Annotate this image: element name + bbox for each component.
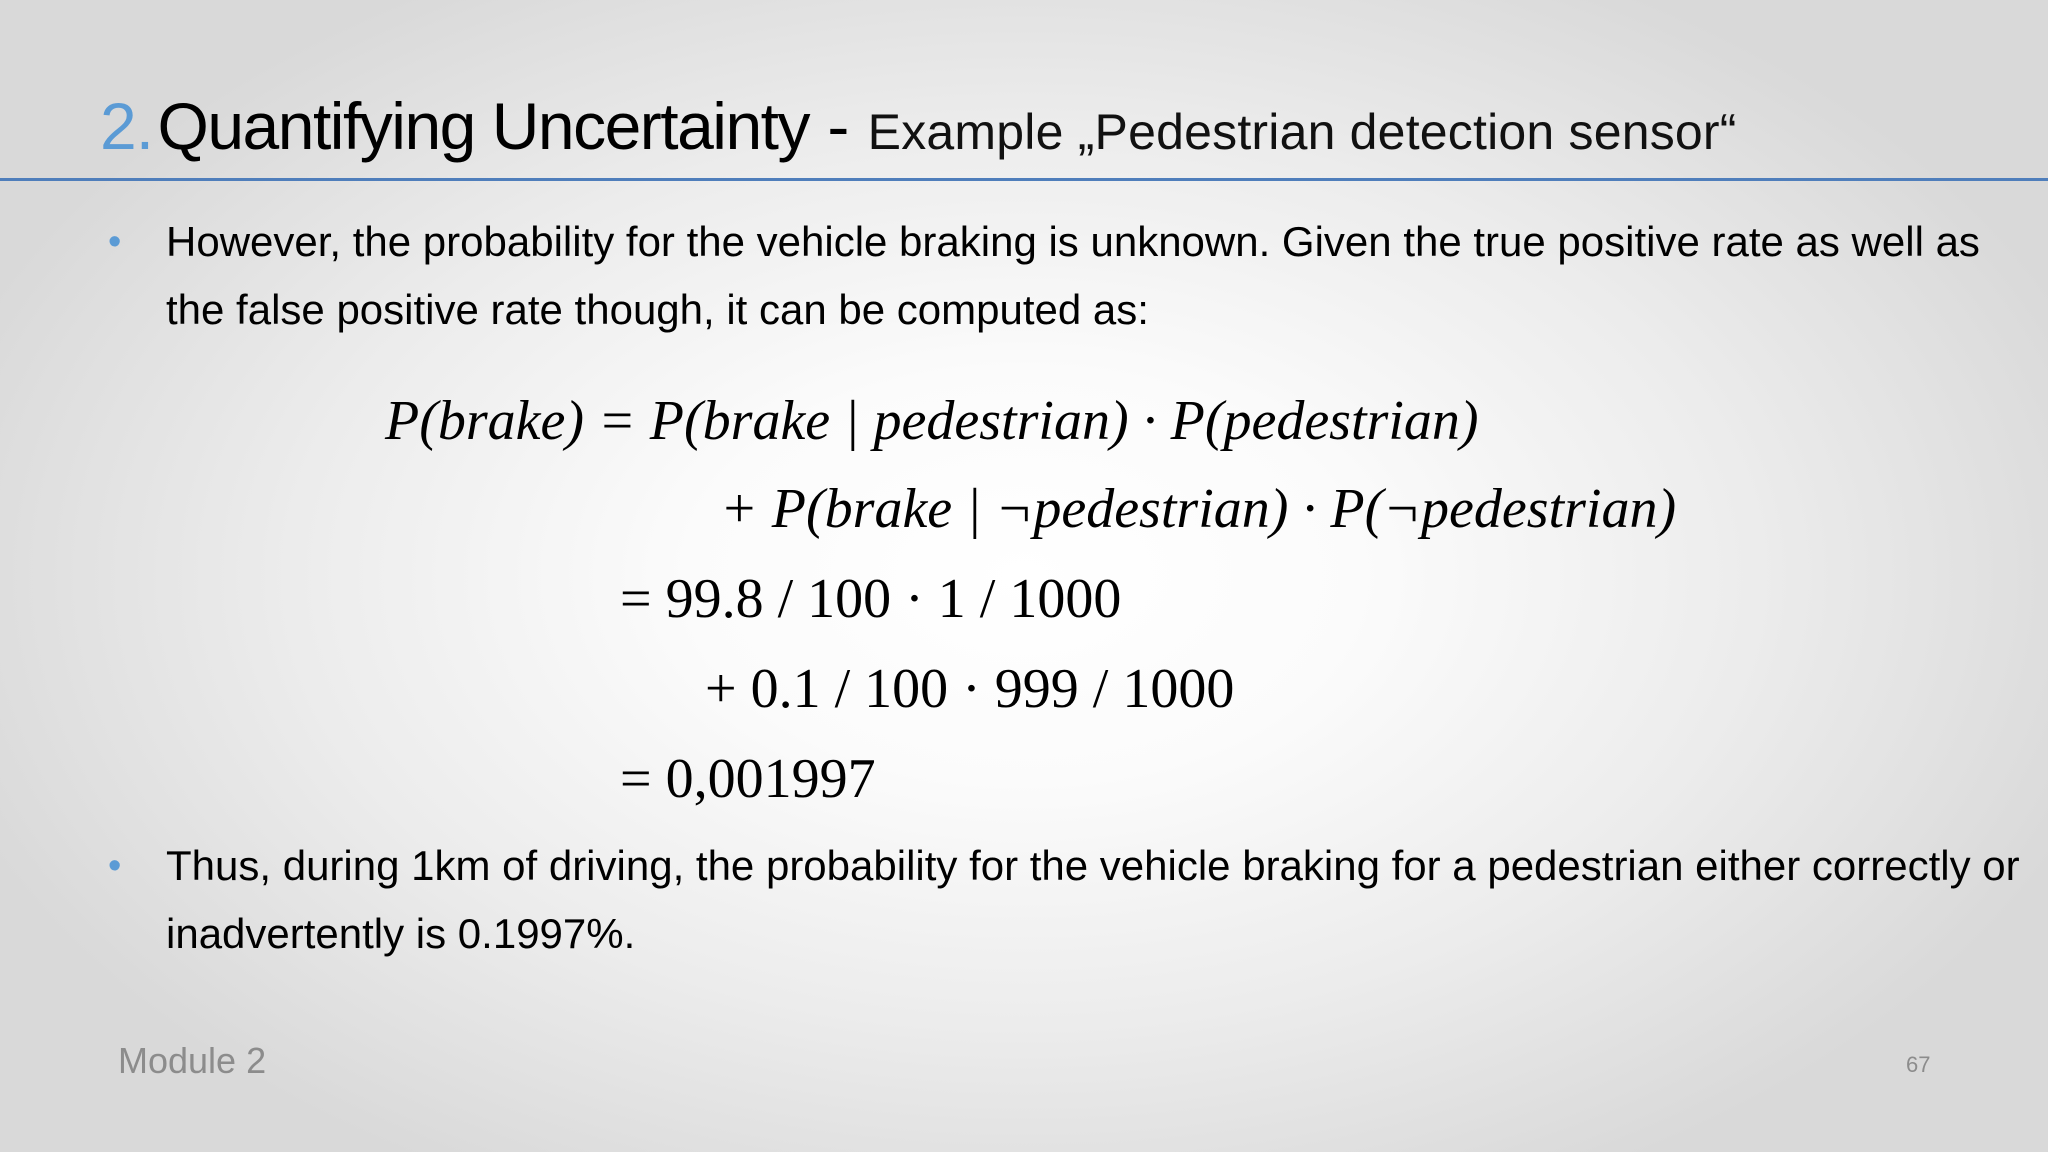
formula-line-2: + P(brake | ¬pedestrian) · P(¬pedestrian)	[720, 478, 1677, 540]
slide-title	[100, 88, 1737, 164]
formula-line-5: = 0,001997	[620, 748, 876, 810]
bullet-dot-icon: •	[108, 845, 122, 887]
title-dash: -	[809, 89, 868, 163]
formula-line-3: = 99.8 / 100 · 1 / 1000	[620, 568, 1122, 630]
bullet-dot-icon: •	[108, 221, 122, 263]
page-number: 67	[1906, 1052, 1931, 1077]
bullet-text-1: However, the probability for the vehicle braking is unknown. Given the true positive rate as well as the false positive rate though, it can be computed as:	[166, 218, 1980, 333]
formula-line-4: + 0.1 / 100 · 999 / 1000	[705, 658, 1235, 720]
title-divider	[0, 178, 2048, 181]
title-main: Quantifying Uncertainty	[157, 89, 810, 163]
title-subtitle: Example „Pedestrian detection sensor“	[867, 104, 1737, 160]
formula-line-1: P(brake) = P(brake | pedestrian) · P(pedestrian)	[385, 390, 1479, 452]
footer-module-label: Module 2	[118, 1040, 267, 1081]
title-number: 2.	[100, 89, 154, 163]
bullet-text-2: Thus, during 1km of driving, the probability for the vehicle braking for a pedestrian either correctly or inadvertently is 0.1997%.	[166, 842, 2020, 957]
